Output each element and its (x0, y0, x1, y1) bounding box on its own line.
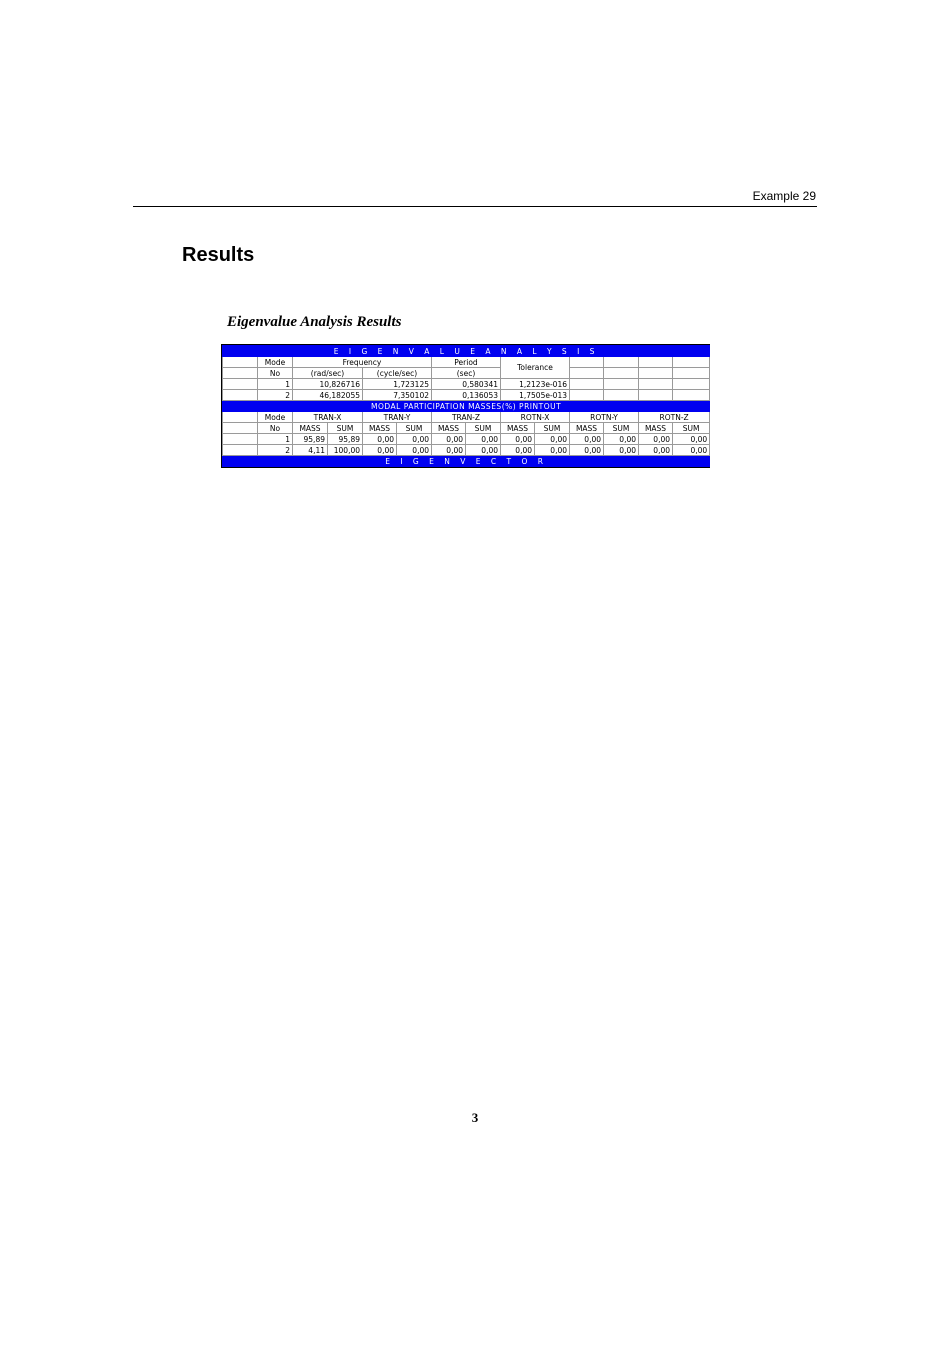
blank-cell (604, 390, 639, 401)
no-header: No (258, 423, 293, 434)
rotn-y-header: ROTN-Y (570, 412, 639, 423)
blank-cell (604, 368, 639, 379)
blank-cell (223, 423, 258, 434)
blank-cell (673, 357, 710, 368)
blank-cell (604, 379, 639, 390)
modal-value: 95,89 (293, 434, 328, 445)
period-sec: 0,580341 (432, 379, 501, 390)
sum-header: SUM (397, 423, 432, 434)
mode-header: Mode (258, 357, 293, 368)
blank-cell (223, 434, 258, 445)
blank-cell (570, 390, 604, 401)
section-heading: Results (182, 244, 255, 266)
sum-header: SUM (673, 423, 710, 434)
rotn-x-header: ROTN-X (501, 412, 570, 423)
sum-header: SUM (535, 423, 570, 434)
tran-y-header: TRAN-Y (363, 412, 432, 423)
modal-participation-banner (223, 401, 710, 412)
modal-value: 0,00 (604, 445, 639, 456)
mode-header: Mode (258, 412, 293, 423)
eigen-row (223, 379, 710, 390)
modal-value: 0,00 (501, 434, 535, 445)
mode-number: 1 (258, 434, 293, 445)
blank-cell (639, 379, 673, 390)
tolerance-header: Tolerance (501, 357, 570, 379)
blank-cell (223, 390, 258, 401)
modal-value: 0,00 (397, 434, 432, 445)
sum-header: SUM (466, 423, 501, 434)
mode-number: 2 (258, 445, 293, 456)
cycle-sec-header: (cycle/sec) (363, 368, 432, 379)
modal-value: 0,00 (397, 445, 432, 456)
modal-value: 0,00 (432, 434, 466, 445)
blank-cell (639, 390, 673, 401)
modal-value: 0,00 (535, 434, 570, 445)
frequency-cycle-sec: 7,350102 (363, 390, 432, 401)
no-header: No (258, 368, 293, 379)
tolerance-value: 1,7505e-013 (501, 390, 570, 401)
modal-value: 0,00 (604, 434, 639, 445)
tran-z-header: TRAN-Z (432, 412, 501, 423)
modal-value: 0,00 (673, 434, 710, 445)
frequency-header: Frequency (293, 357, 432, 368)
blank-cell (570, 379, 604, 390)
frequency-rad-sec: 46,182055 (293, 390, 363, 401)
frequency-cycle-sec: 1,723125 (363, 379, 432, 390)
modal-participation-banner-text: MODAL PARTICIPATION MASSES(%) PRINTOUT (223, 401, 710, 412)
mode-number: 1 (258, 379, 293, 390)
eigenvalue-banner (223, 346, 710, 357)
blank-cell (604, 357, 639, 368)
modal-value: 0,00 (363, 434, 397, 445)
modal-value: 0,00 (639, 434, 673, 445)
modal-value: 0,00 (639, 445, 673, 456)
mass-header: MASS (293, 423, 328, 434)
blank-cell (639, 368, 673, 379)
mass-header: MASS (639, 423, 673, 434)
modal-value: 0,00 (570, 434, 604, 445)
modal-row (223, 445, 710, 456)
period-sec: 0,136053 (432, 390, 501, 401)
eigenvector-banner-text: E I G E N V E C T O R (223, 456, 710, 467)
running-header: Example 29 (752, 189, 816, 203)
blank-cell (673, 379, 710, 390)
modal-value: 0,00 (432, 445, 466, 456)
modal-header-row-1 (223, 412, 710, 423)
modal-value: 0,00 (466, 434, 501, 445)
mode-number: 2 (258, 390, 293, 401)
blank-cell (223, 379, 258, 390)
subsection-heading: Eigenvalue Analysis Results (227, 314, 402, 330)
eigen-header-row-2 (223, 368, 710, 379)
modal-value: 0,00 (466, 445, 501, 456)
eigen-header-row-1 (223, 357, 710, 368)
modal-header-row-2 (223, 423, 710, 434)
blank-cell (673, 368, 710, 379)
modal-row (223, 434, 710, 445)
modal-value: 95,89 (328, 434, 363, 445)
rad-sec-header: (rad/sec) (293, 368, 363, 379)
page-number: 3 (471, 1110, 479, 1125)
blank-cell (639, 357, 673, 368)
modal-value: 0,00 (363, 445, 397, 456)
mass-header: MASS (570, 423, 604, 434)
blank-cell (570, 368, 604, 379)
frequency-rad-sec: 10,826716 (293, 379, 363, 390)
eigen-row (223, 390, 710, 401)
sum-header: SUM (604, 423, 639, 434)
eigenvalue-banner-text: E I G E N V A L U E A N A L Y S I S (223, 346, 710, 357)
modal-value: 0,00 (570, 445, 604, 456)
sum-header: SUM (328, 423, 363, 434)
modal-value: 4,11 (293, 445, 328, 456)
sec-header: (sec) (432, 368, 501, 379)
period-header: Period (432, 357, 501, 368)
mass-header: MASS (432, 423, 466, 434)
blank-cell (570, 357, 604, 368)
modal-value: 0,00 (673, 445, 710, 456)
blank-cell (223, 368, 258, 379)
blank-cell (223, 412, 258, 423)
modal-value: 100,00 (328, 445, 363, 456)
modal-value: 0,00 (501, 445, 535, 456)
blank-cell (223, 445, 258, 456)
mass-header: MASS (363, 423, 397, 434)
modal-value: 0,00 (535, 445, 570, 456)
tolerance-value: 1,2123e-016 (501, 379, 570, 390)
rotn-z-header: ROTN-Z (639, 412, 710, 423)
eigenvector-banner (223, 456, 710, 467)
blank-cell (223, 357, 258, 368)
tran-x-header: TRAN-X (293, 412, 363, 423)
mass-header: MASS (501, 423, 535, 434)
header-rule (133, 206, 817, 207)
blank-cell (673, 390, 710, 401)
results-table (221, 344, 710, 468)
